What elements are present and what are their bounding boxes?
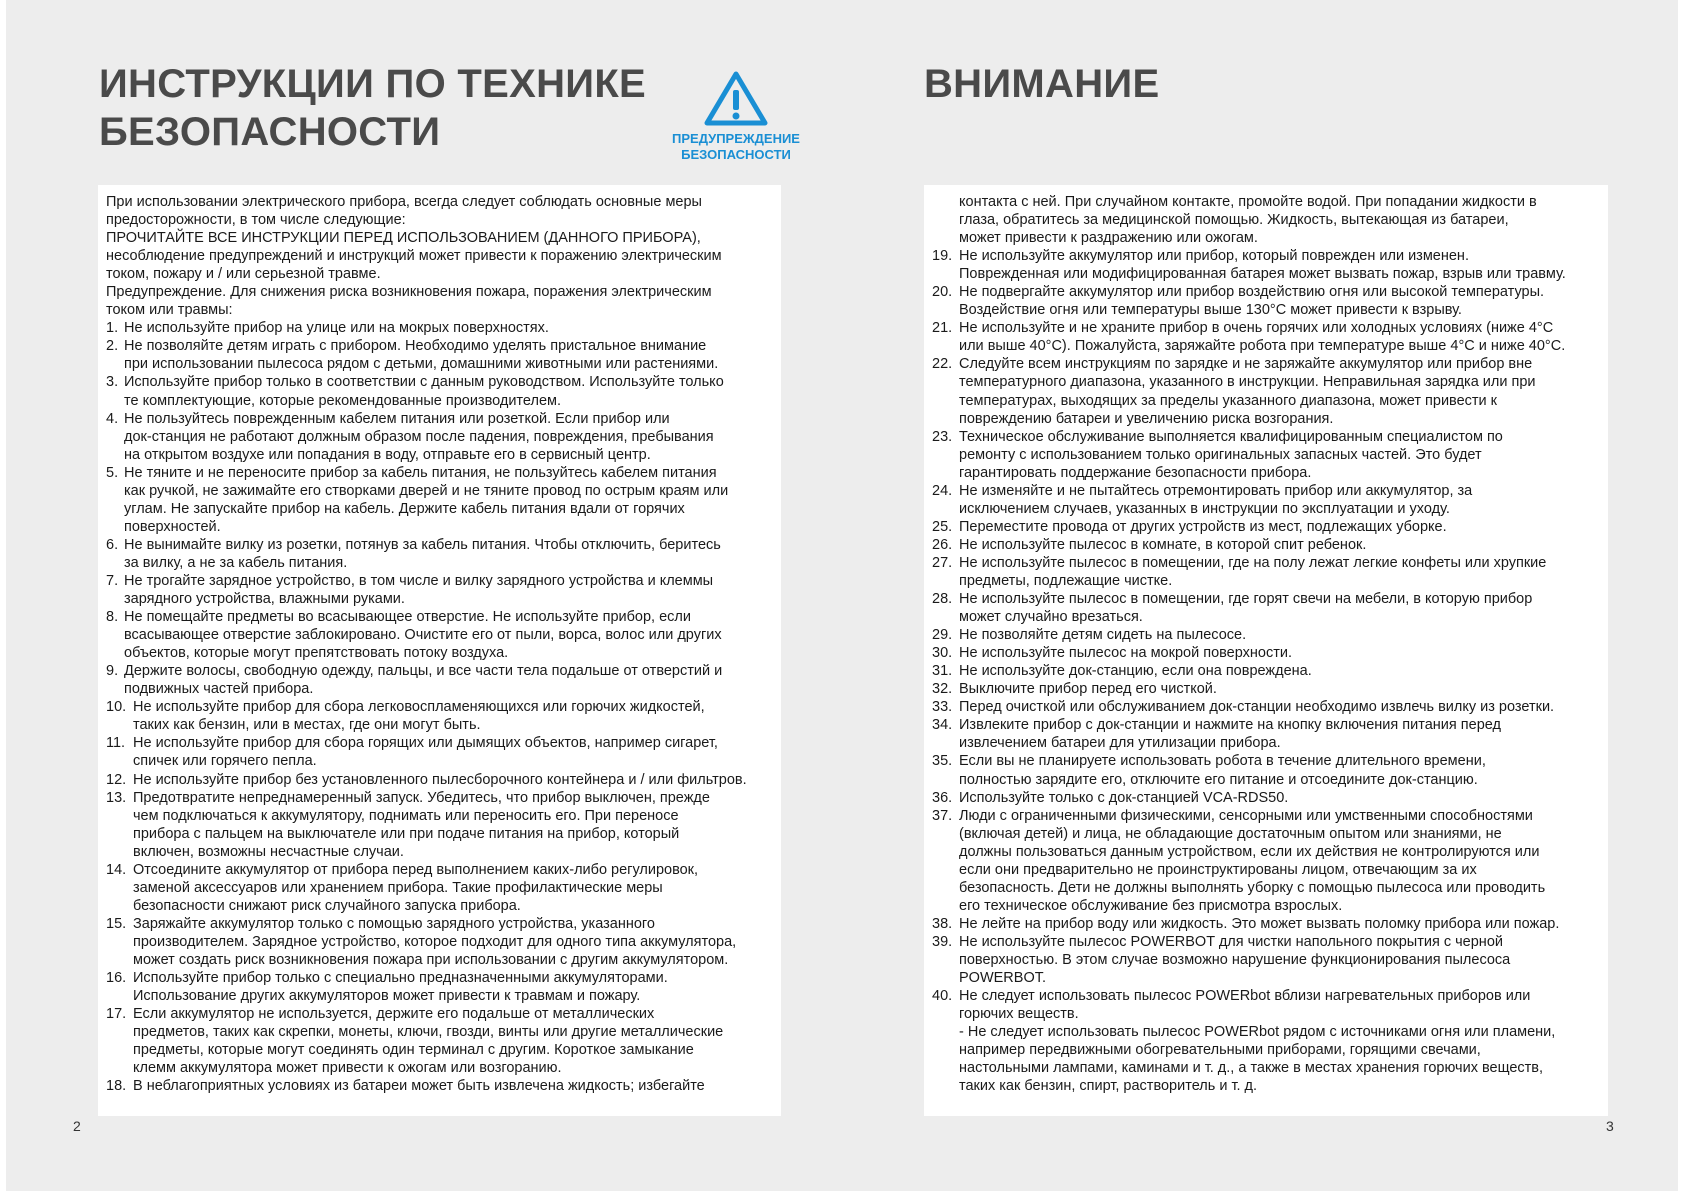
item-text-line: на открытом воздухе или попадания в воду, отправьте его в сервисный центр. — [124, 446, 651, 463]
list-item — [106, 915, 773, 969]
item-number: 10. — [106, 699, 127, 716]
list-item — [932, 355, 1600, 427]
item-number: 17. — [106, 1006, 127, 1023]
item-text-line: Используйте прибор только с специально предназначенными аккумуляторами. — [133, 970, 668, 987]
item-text-line: предметы, которые могут соединять один терминал с другим. Короткое замыкание — [133, 1042, 694, 1059]
intro-line: ПРОЧИТАЙТЕ ВСЕ ИНСТРУКЦИИ ПЕРЕД ИСПОЛЬЗОВАНИЕМ (ДАННОГО ПРИБОРА), — [106, 230, 701, 247]
item-text-line: Не следует использовать пылесос POWERbot вблизи нагревательных приборов или — [959, 988, 1531, 1005]
item-text-line: при использовании пылесоса рядом с детьми, домашними животными или растениями. — [124, 356, 719, 373]
item-text-line: те комплектующие, которые рекомендованные производителем. — [124, 392, 562, 409]
list-item — [932, 716, 1600, 752]
item-number: 7. — [106, 572, 119, 589]
item-text-line: Выключите прибор перед его чисткой. — [959, 681, 1217, 698]
left-text-panel — [98, 185, 781, 1116]
item-text-line: В неблагоприятных условиях из батареи может быть извлечена жидкость; избегайте — [133, 1078, 705, 1095]
list-item — [932, 590, 1600, 626]
item-text-line: Не используйте пылесос в помещении, где на полу лежат легкие конфеты или хрупкие — [959, 554, 1547, 571]
item-text-line: Не вынимайте вилку из розетки, потянув за кабель питания. Чтобы отключить, беритесь — [124, 536, 721, 553]
item-text-line: может случайно врезаться. — [959, 609, 1143, 626]
item-text-line: горючих веществ. — [959, 1006, 1079, 1023]
item-text-line: - Не следует использовать пылесос POWERbot рядом с источниками огня или пламени, — [959, 1024, 1556, 1041]
list-item — [106, 1077, 773, 1095]
list-item — [106, 771, 773, 789]
item-text-line: Следуйте всем инструкциям по зарядке и не заряжайте аккумулятор или прибор вне — [959, 356, 1533, 373]
item-text-line: полностью зарядите его, отключите его питание и отсоедините док-станцию. — [959, 771, 1478, 788]
item-number: 38. — [932, 915, 953, 932]
item-text-line: Не изменяйте и не пытайтесь отремонтировать прибор или аккумулятор, за — [959, 482, 1473, 499]
item-text-line: Не используйте пылесос на мокрой поверхности. — [959, 645, 1292, 662]
item-number: 19. — [932, 248, 953, 265]
list-item — [932, 482, 1600, 518]
document-spread — [6, 0, 1678, 1191]
item-text-line: Поврежденная или модифицированная батарея может вызвать пожар, взрыв или травму. — [959, 266, 1566, 283]
left-intro — [106, 193, 773, 319]
item-text-line: поверхностью. В этом случае возможно нарушение функционирования пылесоса — [959, 951, 1511, 968]
intro-line: При использовании электрического прибора, всегда следует соблюдать основные меры — [106, 194, 702, 210]
item-text-line: Предотвратите непреднамеренный запуск. Убедитесь, что прибор выключен, прежде — [133, 789, 710, 806]
item-number: 14. — [106, 861, 127, 878]
item-number: 32. — [932, 681, 953, 698]
item-text-line: за вилку, а не за кабель питания. — [124, 554, 348, 571]
item-number: 31. — [932, 663, 953, 680]
item-number: 37. — [932, 807, 953, 824]
item-text-line: углам. Не запускайте прибор на кабель. Держите кабель питания вдали от горячих — [124, 500, 685, 517]
item-text-line: например передвижными обогревательными приборами, горящими свечами, — [959, 1042, 1481, 1059]
item-text-line: безопасности снижают риск случайного запуска прибора. — [133, 897, 521, 914]
item-number: 18. — [106, 1078, 127, 1095]
item-text-line: Если аккумулятор не используется, держите его подальше от металлических — [133, 1006, 655, 1023]
item-text-line: клемм аккумулятора может привести к ожогам или возгоранию. — [133, 1060, 562, 1077]
item-text-line: POWERBOT. — [959, 970, 1047, 987]
list-item — [932, 662, 1600, 680]
left-title-line-1: ИНСТРУКЦИИ ПО ТЕХНИКЕ — [99, 62, 647, 106]
item-number: 39. — [932, 933, 953, 950]
list-item — [932, 319, 1600, 355]
item-text-line: заменой аксессуаров или хранением прибора. Такие профилактические меры — [133, 879, 663, 896]
item-text-line: Не используйте аккумулятор или прибор, который поврежден или изменен. — [959, 248, 1469, 265]
item-number: 24. — [932, 482, 953, 499]
item-text-line: Отсоедините аккумулятор от прибора перед выполнением каких-либо регулировок, — [133, 861, 699, 878]
safety-warning-badge — [656, 70, 816, 170]
item-number: 28. — [932, 591, 953, 608]
item-number: 36. — [932, 789, 953, 806]
item-text-line: Не подвергайте аккумулятор или прибор воздействию огня или высокой температуры. — [959, 284, 1545, 301]
item-text-line: температурах, выходящих за пределы указанного диапазона, может привести к — [959, 392, 1498, 409]
item-text-line: (включая детей) и лица, не обладающие достаточным опытом или знаниями, не — [959, 825, 1502, 842]
item-number: 20. — [932, 284, 953, 301]
item-number: 21. — [932, 320, 953, 337]
item-number: 27. — [932, 554, 953, 571]
item-text-line: его техническое обслуживание без присмотра взрослых. — [959, 897, 1343, 914]
item-text-line: спичек или горячего пепла. — [133, 753, 317, 770]
list-item — [106, 861, 773, 915]
list-item — [106, 572, 773, 608]
item-text-line: зарядного устройства, влажными руками. — [124, 591, 405, 608]
list-item — [106, 698, 773, 734]
left-instructions — [106, 193, 773, 1095]
right-continuation — [932, 193, 1600, 247]
item-text-line: Не лейте на прибор воду или жидкость. Это может вызвать поломку прибора или пожар. — [959, 915, 1560, 932]
item-text-line: таких как бензин, или в местах, где они могут быть. — [133, 717, 481, 734]
item-text-line: Не используйте прибор для сбора горящих или дымящих объектов, например сигарет, — [133, 735, 718, 752]
item-text-line: Используйте прибор только в соответствии с данным руководством. Используйте только — [124, 374, 724, 391]
item-text-line: Не позволяйте детям играть с прибором. Необходимо уделять пристальное внимание — [124, 338, 707, 355]
left-page-title — [99, 60, 659, 156]
item-text-line: прибора с пальцем на выключателе или при подаче питания на прибор, который — [133, 825, 680, 842]
list-item — [932, 933, 1600, 987]
item-text-line: Техническое обслуживание выполняется квалифицированным специалистом по — [959, 428, 1503, 445]
continuation-line: глаза, обратитесь за медицинской помощью. Жидкость, вытекающая из батареи, — [959, 212, 1509, 229]
list-item — [106, 319, 773, 337]
item-number: 25. — [932, 518, 953, 535]
item-text-line: гарантировать поддержание безопасности прибора. — [959, 464, 1312, 481]
intro-line: током или травмы: — [106, 302, 233, 319]
item-number: 15. — [106, 915, 127, 932]
continuation-line: контакта с ней. При случайном контакте, промойте водой. При попадании жидкости в — [959, 194, 1537, 210]
item-text-line: Не используйте прибор на улице или на мокрых поверхностях. — [124, 320, 549, 337]
list-item — [932, 644, 1600, 662]
list-item — [932, 536, 1600, 554]
item-text-line: Не позволяйте детям сидеть на пылесосе. — [959, 627, 1247, 644]
item-text-line: настольными лампами, каминами и т. д., а также в местах хранения горючих веществ, — [959, 1060, 1544, 1077]
item-number: 5. — [106, 464, 119, 481]
item-text-line: Не используйте прибор для сбора легковоспламеняющихся или горючих жидкостей, — [133, 699, 705, 716]
list-item — [106, 734, 773, 770]
item-number: 11. — [106, 735, 126, 752]
list-item — [106, 662, 773, 698]
item-number: 13. — [106, 789, 127, 806]
item-number: 6. — [106, 536, 119, 553]
item-text-line: предметов, таких как скрепки, монеты, ключи, гвозди, винты или другие металлические — [133, 1024, 724, 1041]
intro-line: током, пожару и / или серьезной травме. — [106, 266, 381, 283]
item-text-line: включен, возможны несчастные случаи. — [133, 843, 404, 860]
list-item — [106, 373, 773, 409]
right-text-panel — [924, 185, 1608, 1116]
item-number: 4. — [106, 410, 119, 427]
item-text-line: Не используйте пылесос POWERBOT для чистки напольного покрытия с черной — [959, 933, 1503, 950]
list-item — [932, 807, 1600, 915]
right-item-list — [932, 247, 1600, 1095]
item-number: 40. — [932, 988, 953, 1005]
item-text-line: Не используйте док-станцию, если она повреждена. — [959, 663, 1312, 680]
item-text-line: чем подключаться к аккумулятору, поднимать или переносить его. При переносе — [133, 807, 679, 824]
item-text-line: Использование других аккумуляторов может привести к травмам и пожару. — [133, 988, 641, 1005]
list-item — [932, 626, 1600, 644]
item-number: 2. — [106, 338, 119, 355]
item-text-line: или выше 40°C). Пожалуйста, заряжайте робота при температуре выше 4°C и ниже 40°C. — [959, 338, 1566, 355]
item-text-line: Воздействие огня или температуры выше 130°C может привести к взрыву. — [959, 302, 1462, 319]
list-item — [106, 337, 773, 373]
item-number: 30. — [932, 645, 953, 662]
page-number-left: 2 — [73, 1118, 81, 1134]
item-text-line: поверхностей. — [124, 518, 221, 535]
item-text-line: безопасность. Дети не должны выполнять уборку с помощью пылесоса или проводить — [959, 879, 1546, 896]
item-text-line: всасывающее отверстие заблокировано. Очистите его от пыли, ворса, волос или других — [124, 627, 722, 644]
item-text-line: Не трогайте зарядное устройство, в том числе и вилку зарядного устройства и клеммы — [124, 572, 714, 589]
item-number: 23. — [932, 428, 953, 445]
item-text-line: может создать риск возникновения пожара при использовании с другим аккумулятором. — [133, 951, 729, 968]
item-text-line: Не тяните и не переносите прибор за кабель питания, не пользуйтесь кабелем питания — [124, 464, 717, 481]
item-text-line: предметы, подлежащие чистке. — [959, 572, 1173, 589]
item-text-line: объектов, которые могут препятствовать потоку воздуха. — [124, 645, 509, 662]
list-item — [932, 518, 1600, 536]
warning-label-line-2: БЕЗОПАСНОСТИ — [681, 147, 791, 162]
item-text-line: Заряжайте аккумулятор только с помощью зарядного устройства, указанного — [133, 915, 655, 932]
item-text-line: производителем. Зарядное устройство, которое подходит для одного типа аккумулятора, — [133, 933, 737, 950]
intro-line: Предупреждение. Для снижения риска возникновения пожара, поражения электрическим — [106, 284, 712, 301]
item-text-line: Используйте только с док-станцией VCA-RDS50. — [959, 789, 1289, 806]
list-item — [932, 554, 1600, 590]
right-instructions — [932, 193, 1600, 1095]
list-item — [106, 1005, 773, 1077]
item-text-line: таких как бензин, спирт, растворитель и т. д. — [959, 1078, 1258, 1095]
item-text-line: Не используйте и не храните прибор в очень горячих или холодных условиях (ниже 4°C — [959, 320, 1554, 337]
item-text-line: ремонту с использованием только оригинальных запасных частей. Это будет — [959, 446, 1482, 463]
item-text-line: Не пользуйтесь поврежденным кабелем питания или розеткой. Если прибор или — [124, 410, 670, 427]
item-text-line: Люди с ограниченными физическими, сенсорными или умственными способностями — [959, 807, 1533, 824]
item-text-line: док-станция не работают должным образом после падения, повреждения, пребывания — [124, 428, 714, 445]
item-text-line: должны пользоваться данным устройством, если их действия не контролируются или — [959, 843, 1540, 860]
warning-triangle-icon — [703, 70, 769, 128]
item-text-line: Держите волосы, свободную одежду, пальцы, и все части тела подальше от отверстий и — [124, 663, 723, 680]
continuation-line: может привести к раздражению или ожогам. — [959, 230, 1258, 247]
list-item — [932, 752, 1600, 788]
item-text-line: как ручкой, не зажимайте его створками дверей и не тяните провод по острым краям или — [124, 482, 729, 499]
list-item — [932, 698, 1600, 716]
item-number: 1. — [106, 320, 119, 337]
list-item — [106, 410, 773, 464]
item-number: 29. — [932, 627, 953, 644]
intro-line: предосторожности, в том числе следующие: — [106, 212, 406, 229]
list-item — [932, 428, 1600, 482]
list-item — [106, 789, 773, 861]
item-number: 3. — [106, 374, 119, 391]
item-number: 34. — [932, 717, 953, 734]
item-number: 26. — [932, 536, 953, 553]
intro-line: несоблюдение предупреждений и инструкций может привести к поражению электрическим — [106, 248, 722, 265]
item-text-line: Не используйте пылесос в комнате, в которой спит ребенок. — [959, 536, 1367, 553]
item-text-line: Не помещайте предметы во всасывающее отверстие. Не используйте прибор, если — [124, 609, 691, 626]
list-item — [932, 789, 1600, 807]
item-text-line: температурного диапазона, указанного в инструкции. Неправильная зарядка или при — [959, 374, 1536, 391]
list-item — [932, 247, 1600, 283]
item-number: 33. — [932, 699, 953, 716]
item-text-line: Перед очисткой или обслуживанием док-станции необходимо извлечь вилку из розетки. — [959, 699, 1555, 716]
item-text-line: исключением случаев, указанных в инструкции по эксплуатации и уходу. — [959, 500, 1450, 517]
list-item — [932, 680, 1600, 698]
list-item — [106, 536, 773, 572]
list-item — [106, 969, 773, 1005]
list-item — [932, 987, 1600, 1095]
list-item — [932, 283, 1600, 319]
item-text-line: Извлеките прибор с док-станции и нажмите на кнопку включения питания перед — [959, 717, 1501, 734]
item-number: 12. — [106, 771, 127, 788]
item-text-line: повреждению батареи и увеличению риска возгорания. — [959, 410, 1334, 427]
item-text-line: Не используйте прибор без установленного пылесборочного контейнера и / или фильтров. — [133, 771, 747, 788]
left-title-line-2: БЕЗОПАСНОСТИ — [99, 110, 441, 154]
item-number: 9. — [106, 663, 119, 680]
item-text-line: Если вы не планируете использовать робота в течение длительного времени, — [959, 753, 1486, 770]
right-page-title: ВНИМАНИЕ — [924, 62, 1160, 106]
item-number: 16. — [106, 970, 127, 987]
list-item — [106, 608, 773, 662]
list-item — [932, 915, 1600, 933]
item-number: 35. — [932, 753, 953, 770]
page-number-right: 3 — [1606, 1118, 1614, 1134]
left-item-list — [106, 319, 773, 1095]
item-text-line: Переместите провода от других устройств из мест, подлежащих уборке. — [959, 518, 1447, 535]
item-number: 8. — [106, 609, 119, 626]
item-text-line: подвижных частей прибора. — [124, 681, 314, 698]
warning-label-line-1: ПРЕДУПРЕЖДЕНИЕ — [672, 131, 800, 146]
item-text-line: если они предварительно не проинструктированы лицом, отвечающим за их — [959, 861, 1477, 878]
item-number: 22. — [932, 356, 953, 373]
item-text-line: извлечением батареи для утилизации прибора. — [959, 735, 1281, 752]
item-text-line: Не используйте пылесос в помещении, где горят свечи на мебели, в которую прибор — [959, 591, 1533, 608]
list-item — [106, 464, 773, 536]
